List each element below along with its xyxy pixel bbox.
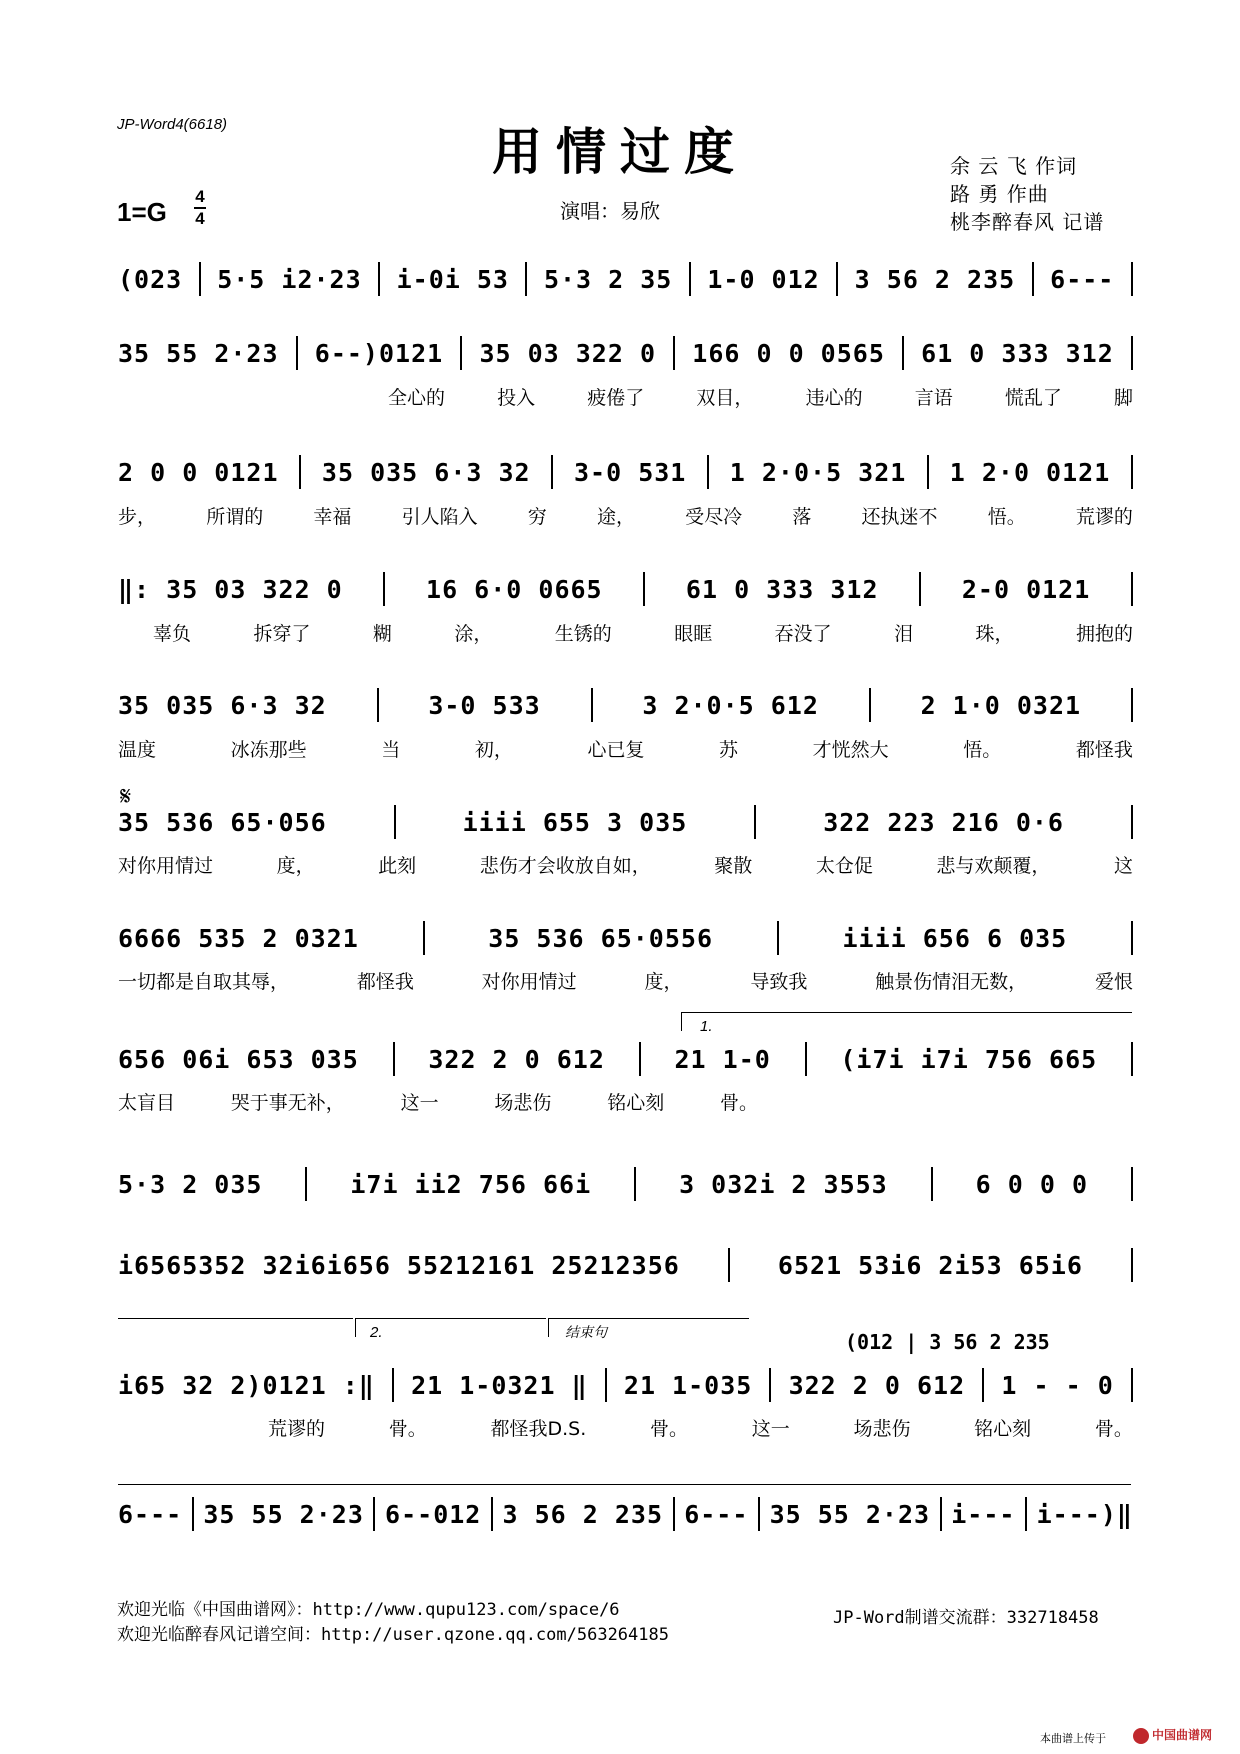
measure: 1-0 012 xyxy=(707,264,820,294)
lyric: 都怪我 xyxy=(356,971,414,993)
lyric: 所谓的 xyxy=(206,506,264,528)
barline xyxy=(377,688,379,722)
lyric-row-4 xyxy=(118,619,1133,646)
measure: i6565352 32i6i656 55212161 25212356 xyxy=(118,1250,680,1280)
score-row-1 xyxy=(118,262,1133,296)
lyric: 此刻 xyxy=(378,855,417,877)
measure: 656 06i 653 035 xyxy=(118,1044,359,1074)
barline xyxy=(460,336,462,370)
lyric: 生锈的 xyxy=(554,623,612,645)
footer-link-1[interactable]: 欢迎光临《中国曲谱网》：http://www.qupu123.com/space/6 xyxy=(117,1600,620,1620)
barline xyxy=(777,921,779,955)
barline xyxy=(199,262,201,296)
lyric: 穷 xyxy=(527,506,547,528)
measure: 21 1-035 xyxy=(623,1370,753,1400)
lyric: 违心的 xyxy=(805,387,863,409)
lyric: 辜负 xyxy=(153,623,192,645)
lyric: 骨。 xyxy=(649,1418,688,1440)
barline xyxy=(940,1497,942,1531)
measure: 2 0 0 0121 xyxy=(118,457,279,487)
barline xyxy=(1025,1497,1027,1531)
barline xyxy=(1131,572,1133,606)
measure: 3-0 533 xyxy=(428,690,541,720)
barline xyxy=(836,262,838,296)
measure: 3 2·0·5 612 xyxy=(642,690,819,720)
barline xyxy=(305,1167,307,1201)
time-top: 4 xyxy=(195,187,205,206)
barline xyxy=(1131,1042,1133,1076)
software-label: JP-Word4(6618) xyxy=(117,116,228,133)
barline xyxy=(1131,262,1133,296)
barline xyxy=(392,1368,394,1402)
measure: 322 2 0 612 xyxy=(788,1370,966,1400)
transcriber-credit: 桃李醉春风 记谱 xyxy=(950,210,1105,234)
barline xyxy=(192,1497,194,1531)
lyric: 都怪我D.S. xyxy=(490,1418,587,1440)
barline xyxy=(902,336,904,370)
lyric: 度， xyxy=(276,855,315,877)
second-ending-bracket xyxy=(355,1318,546,1337)
lyric-row-6 xyxy=(118,851,1133,878)
measure: 35 035 6·3 32 xyxy=(118,690,327,720)
measure: 1 - - 0 xyxy=(1001,1370,1114,1400)
measure: 6 0 0 0 xyxy=(975,1169,1088,1199)
top-rule xyxy=(118,1484,1131,1485)
barline xyxy=(1131,688,1133,722)
time-signature xyxy=(194,188,206,228)
lyric: 铭心刻 xyxy=(607,1092,665,1114)
measure: 166 0 0 0565 xyxy=(692,338,885,368)
score-row-11 xyxy=(118,1368,1133,1402)
measure: 3 56 2 235 xyxy=(502,1499,664,1529)
measure: 1 2·0 0121 xyxy=(949,457,1111,487)
barline xyxy=(673,336,675,370)
lyric: 途， xyxy=(596,506,635,528)
lyric: 对你用情过 xyxy=(481,971,577,993)
lyric: 苏 xyxy=(719,739,739,761)
barline xyxy=(378,262,380,296)
measure: 6666 535 2 0321 xyxy=(118,923,359,953)
score-row-3 xyxy=(118,455,1133,489)
lyric: 慌乱了 xyxy=(1004,387,1062,409)
lyric: 对你用情过 xyxy=(118,855,214,877)
measure: 6--- xyxy=(684,1499,749,1529)
time-bottom: 4 xyxy=(195,209,205,228)
barline xyxy=(383,572,385,606)
lyric: 都怪我 xyxy=(1075,739,1133,761)
lyric: 脚 xyxy=(1113,387,1133,409)
lyric-row-5 xyxy=(118,735,1133,762)
barline xyxy=(1032,262,1034,296)
measure: 3 56 2 235 xyxy=(854,264,1016,294)
lyric: 全心的 xyxy=(388,387,446,409)
measure: 3 032i 2 3553 xyxy=(679,1169,888,1199)
lyric: 铭心刻 xyxy=(974,1418,1032,1440)
lyric: 受尽冷 xyxy=(685,506,743,528)
score-row-12 xyxy=(118,1497,1133,1531)
measure: iiii 656 6 035 xyxy=(842,923,1068,953)
lyric: 荒谬的 xyxy=(268,1418,326,1440)
footer-group: JP-Word制谱交流群：332718458 xyxy=(833,1608,1099,1628)
lyric: 场悲伤 xyxy=(494,1092,552,1114)
measure: (023 xyxy=(118,264,183,294)
lyric: 才恍然大 xyxy=(812,739,889,761)
lyric: 骨。 xyxy=(719,1092,758,1114)
measure: 16 6·0 0665 xyxy=(426,574,603,604)
lyric: 悲与欢颠覆， xyxy=(936,855,1051,877)
segno-sign: 𝄋 xyxy=(120,782,132,812)
barline xyxy=(707,455,709,489)
lyric: 冰冻那些 xyxy=(230,739,307,761)
measure: i7i ii2 756 66i xyxy=(350,1169,592,1199)
barline xyxy=(673,1497,675,1531)
barline xyxy=(927,455,929,489)
repeat-bracket xyxy=(118,1318,353,1337)
barline xyxy=(1131,1368,1133,1402)
barline xyxy=(551,455,553,489)
barline xyxy=(919,572,921,606)
barline xyxy=(728,1248,730,1282)
measure: 322 2 0 612 xyxy=(428,1044,605,1074)
lyric: 导致我 xyxy=(750,971,808,993)
upload-note: 本曲谱上传于 xyxy=(1040,1732,1106,1745)
barline xyxy=(1131,455,1133,489)
measure: 1 2·0·5 321 xyxy=(729,457,907,487)
measure: i---)‖ xyxy=(1036,1499,1133,1529)
lyric: 幸福 xyxy=(313,506,352,528)
barline xyxy=(591,688,593,722)
barline xyxy=(1131,1167,1133,1201)
barline xyxy=(754,805,756,839)
measure: 35 55 2·23 xyxy=(203,1499,364,1529)
measure: 5·5 i2·23 xyxy=(217,264,362,294)
score-row-6 xyxy=(118,805,1133,839)
lyric: 言语 xyxy=(914,387,953,409)
lyric: 骨。 xyxy=(388,1418,427,1440)
logo-text: 中国曲谱网 xyxy=(1152,1728,1213,1742)
measure: 35 55 2·23 xyxy=(769,1499,931,1529)
measure: 21 1-0321 ‖ xyxy=(411,1370,588,1400)
lyric: 哭于事无补， xyxy=(230,1092,345,1114)
lyric: 触景伤情泪无数， xyxy=(875,971,1028,993)
lyric: 糊 xyxy=(372,623,392,645)
measure: i-0i 53 xyxy=(396,264,509,294)
lyric: 这一 xyxy=(400,1092,439,1114)
measure: i65 32 2)0121 :‖ xyxy=(118,1370,375,1400)
lyric: 拆穿了 xyxy=(253,623,311,645)
measure: 2 1·0 0321 xyxy=(920,690,1082,720)
logo-icon xyxy=(1133,1728,1149,1744)
lyric: 落 xyxy=(792,506,812,528)
score-row-10 xyxy=(118,1248,1133,1282)
lyric: 疲倦了 xyxy=(587,387,645,409)
barline xyxy=(373,1497,375,1531)
barline xyxy=(643,572,645,606)
barline xyxy=(769,1368,771,1402)
lyric-row-8 xyxy=(118,1088,758,1115)
score-row-7 xyxy=(118,921,1133,955)
score-row-5 xyxy=(118,688,1133,722)
barline xyxy=(1131,1248,1133,1282)
lyric: 投入 xyxy=(497,387,536,409)
barline xyxy=(634,1167,636,1201)
lyric-row-3 xyxy=(118,502,1133,529)
lyric: 双目， xyxy=(696,387,754,409)
lyric: 悟。 xyxy=(963,739,1002,761)
ending-phrase-label: 结束句 xyxy=(565,1324,607,1340)
barline xyxy=(393,1042,395,1076)
lyric: 这 xyxy=(1113,855,1133,877)
score-row-9 xyxy=(118,1167,1133,1201)
lyric-row-7 xyxy=(118,967,1133,994)
song-title: 用情过度 xyxy=(492,122,748,181)
lyric: 吞没了 xyxy=(774,623,832,645)
site-logo[interactable] xyxy=(1133,1724,1231,1746)
barline xyxy=(525,262,527,296)
lyric: 场悲伤 xyxy=(853,1418,911,1440)
barline xyxy=(982,1368,984,1402)
lyric: 温度 xyxy=(118,739,157,761)
lyric: 荒谬的 xyxy=(1075,506,1133,528)
measure: 6--012 xyxy=(385,1499,482,1529)
second-ending-label: 2. xyxy=(370,1324,383,1341)
measure: i--- xyxy=(951,1499,1016,1529)
barline xyxy=(689,262,691,296)
lyric: 初， xyxy=(474,739,513,761)
measure: 6--- xyxy=(1050,264,1115,294)
composer-credit: 路 勇 作曲 xyxy=(950,182,1049,206)
singer: 演唱：易欣 xyxy=(560,199,660,223)
measure: 5·3 2 35 xyxy=(543,264,673,294)
lyric: 爱恨 xyxy=(1094,971,1133,993)
barline xyxy=(491,1497,493,1531)
measure: ‖: 35 03 322 0 xyxy=(118,574,343,604)
lyric: 悟。 xyxy=(987,506,1026,528)
lyric: 太仓促 xyxy=(815,855,873,877)
measure: 5·3 2 035 xyxy=(118,1169,263,1199)
measure: (i7i i7i 756 665 xyxy=(840,1044,1098,1074)
measure: 61 0 333 312 xyxy=(921,338,1114,368)
barline xyxy=(1131,921,1133,955)
score-row-4 xyxy=(118,572,1133,606)
measure: 6--)0121 xyxy=(314,338,444,368)
measure: 35 035 6·3 32 xyxy=(321,457,531,487)
key-signature: 1=G xyxy=(117,197,167,227)
lyric: 聚散 xyxy=(714,855,753,877)
lyric: 当 xyxy=(381,739,401,761)
upper-staff-notes: (012 | 3 56 2 235 xyxy=(845,1330,1050,1354)
measure: 3-0 531 xyxy=(574,457,687,487)
lyric: 度， xyxy=(644,971,683,993)
barline xyxy=(869,688,871,722)
measure: 61 0 333 312 xyxy=(685,574,879,604)
lyric: 拥抱的 xyxy=(1075,623,1133,645)
lyric: 心已复 xyxy=(587,739,645,761)
barline xyxy=(296,336,298,370)
barline xyxy=(758,1497,760,1531)
lyric: 涂， xyxy=(454,623,493,645)
lyric: 引人陷入 xyxy=(401,506,478,528)
lyric: 这一 xyxy=(751,1418,790,1440)
barline xyxy=(423,921,425,955)
measure: 35 536 65·0556 xyxy=(488,923,713,953)
measure: 322 223 216 0·6 xyxy=(823,807,1064,837)
lyric: 骨。 xyxy=(1094,1418,1133,1440)
lyric: 步， xyxy=(118,506,157,528)
barline xyxy=(605,1368,607,1402)
lyric-row-2 xyxy=(118,383,1133,410)
lyric: 悲伤才会收放自如， xyxy=(479,855,651,877)
measure: 21 1-0 xyxy=(674,1044,771,1074)
barline xyxy=(299,455,301,489)
lyricist-credit: 余 云 飞 作词 xyxy=(950,154,1078,178)
barline xyxy=(805,1042,807,1076)
barline xyxy=(394,805,396,839)
lyric: 一切都是自取其辱， xyxy=(118,971,290,993)
lyric: 珠， xyxy=(975,623,1014,645)
footer-link-2[interactable]: 欢迎光临醉春风记谱空间：http://user.qzone.qq.com/563264185 xyxy=(117,1625,669,1645)
barline xyxy=(1131,336,1133,370)
barline xyxy=(931,1167,933,1201)
measure: 6--- xyxy=(118,1499,183,1529)
measure: 35 03 322 0 xyxy=(479,338,657,368)
lyric: 还执迷不 xyxy=(861,506,938,528)
measure: iiii 655 3 035 xyxy=(462,807,688,837)
first-ending-bracket xyxy=(681,1012,1132,1031)
lyric: 眼眶 xyxy=(674,623,713,645)
score-row-2 xyxy=(118,336,1133,370)
score-row-8 xyxy=(118,1042,1133,1076)
measure: 35 55 2·23 xyxy=(118,338,279,368)
barline xyxy=(1131,805,1133,839)
measure: 6521 53i6 2i53 65i6 xyxy=(777,1250,1083,1280)
measure: 2-0 0121 xyxy=(961,574,1091,604)
measure: 35 536 65·056 xyxy=(118,807,327,837)
barline xyxy=(639,1042,641,1076)
lyric: 太盲目 xyxy=(118,1092,176,1114)
lyric: 泪 xyxy=(894,623,914,645)
first-ending-label: 1. xyxy=(700,1018,713,1035)
lyric-row-11 xyxy=(118,1414,1133,1441)
